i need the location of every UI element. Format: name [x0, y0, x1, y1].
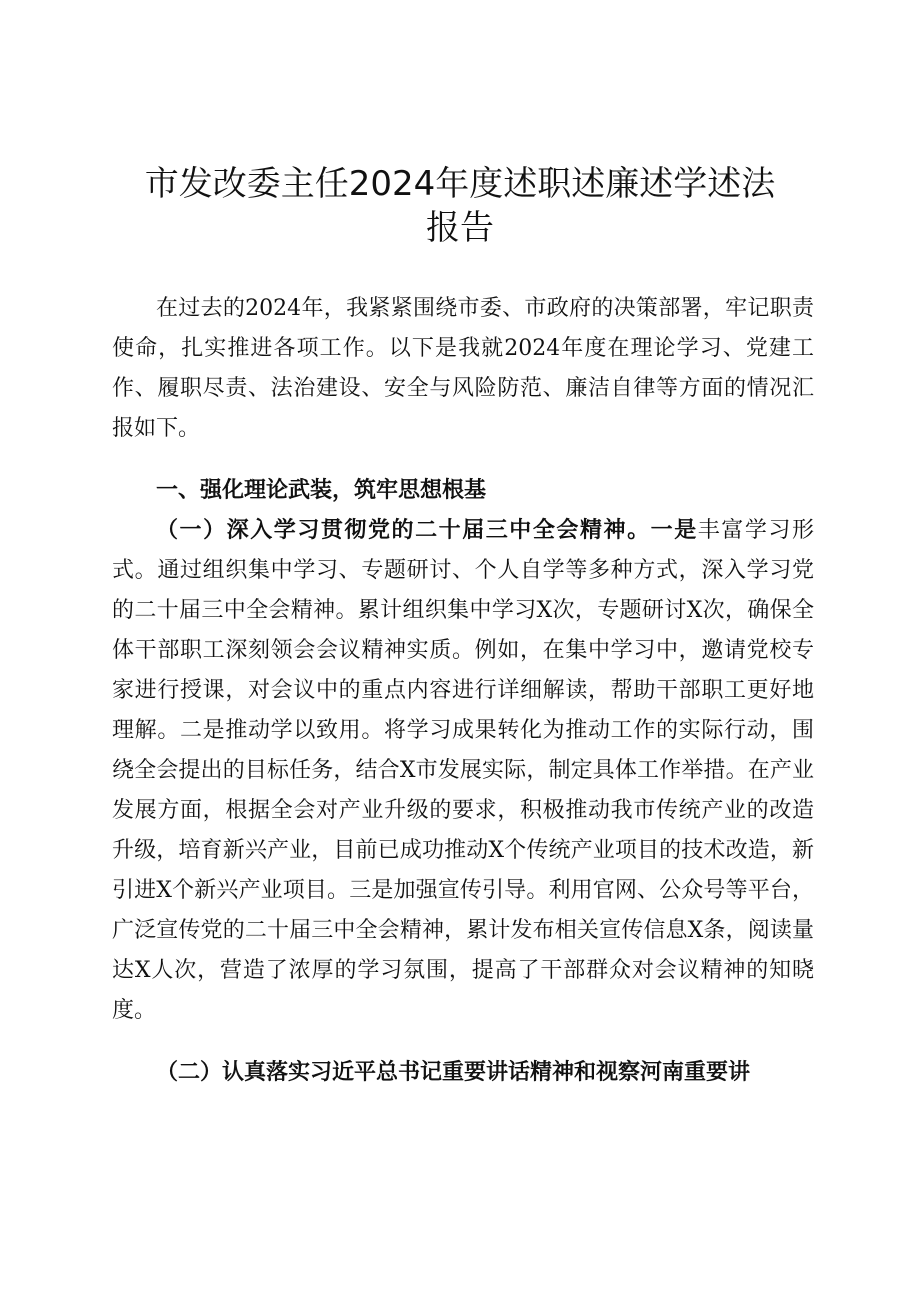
spacer — [112, 449, 814, 471]
spacer — [112, 1031, 814, 1053]
subsection-paragraph — [112, 511, 814, 1031]
subsection-title: （一）深入学习贯彻党的二十届三中全会精神。 — [156, 518, 651, 543]
document-title: 市发改委主任2024年度述职述廉述学述法报告 — [144, 164, 776, 248]
section-heading: 一、强化理论武装，筑牢思想根基 — [156, 478, 487, 503]
document-body — [112, 289, 814, 1093]
point-lead: 一是 — [650, 518, 698, 543]
intro-paragraph: 在过去的2024年，我紧紧围绕市委、市政府的决策部署，牢记职责使命，扎实推进各项工作。以下是我就2024年度在理论学习、党建工作、履职尽责、法治建设、安全与风险防范、廉洁自律等方面的情况汇报如下。 — [112, 296, 814, 441]
subsection-title-2: （二）认真落实习近平总书记重要讲话精神和视察河南重要讲 — [156, 1060, 751, 1085]
subsection-text: 丰富学习形式。通过组织集中学习、专题研讨、个人自学等多种方式，深入学习党的二十届三中全会精神。累计组织集中学习X次，专题研讨X次，确保全体干部职工深刻领会会议精神实质。例如，在集中学习中，邀请党校专家进行授课，对会议中的重点内容进行详细解读，帮助干部职工更好地理解。二是推动学以致用。将学习成果转化为推动工作的实际行动，围绕全会提出的目标任务，结合X市发展实际，制定具体工作举措。在产业发展方面，根据全会对产业升级的要求，积极推动我市传统产业的改造升级，培育新兴产业，目前已成功推动X个传统产业项目的技术改造，新引进X个新兴产业项目。三是加强宣传引导。利用官网、公众号等平台，广泛宣传党的二十届三中全会精神，累计发布相关宣传信息X条，阅读量达X人次，营造了浓厚的学习氛围，提高了干部群众对会议精神的知晓度。 — [112, 518, 814, 1023]
